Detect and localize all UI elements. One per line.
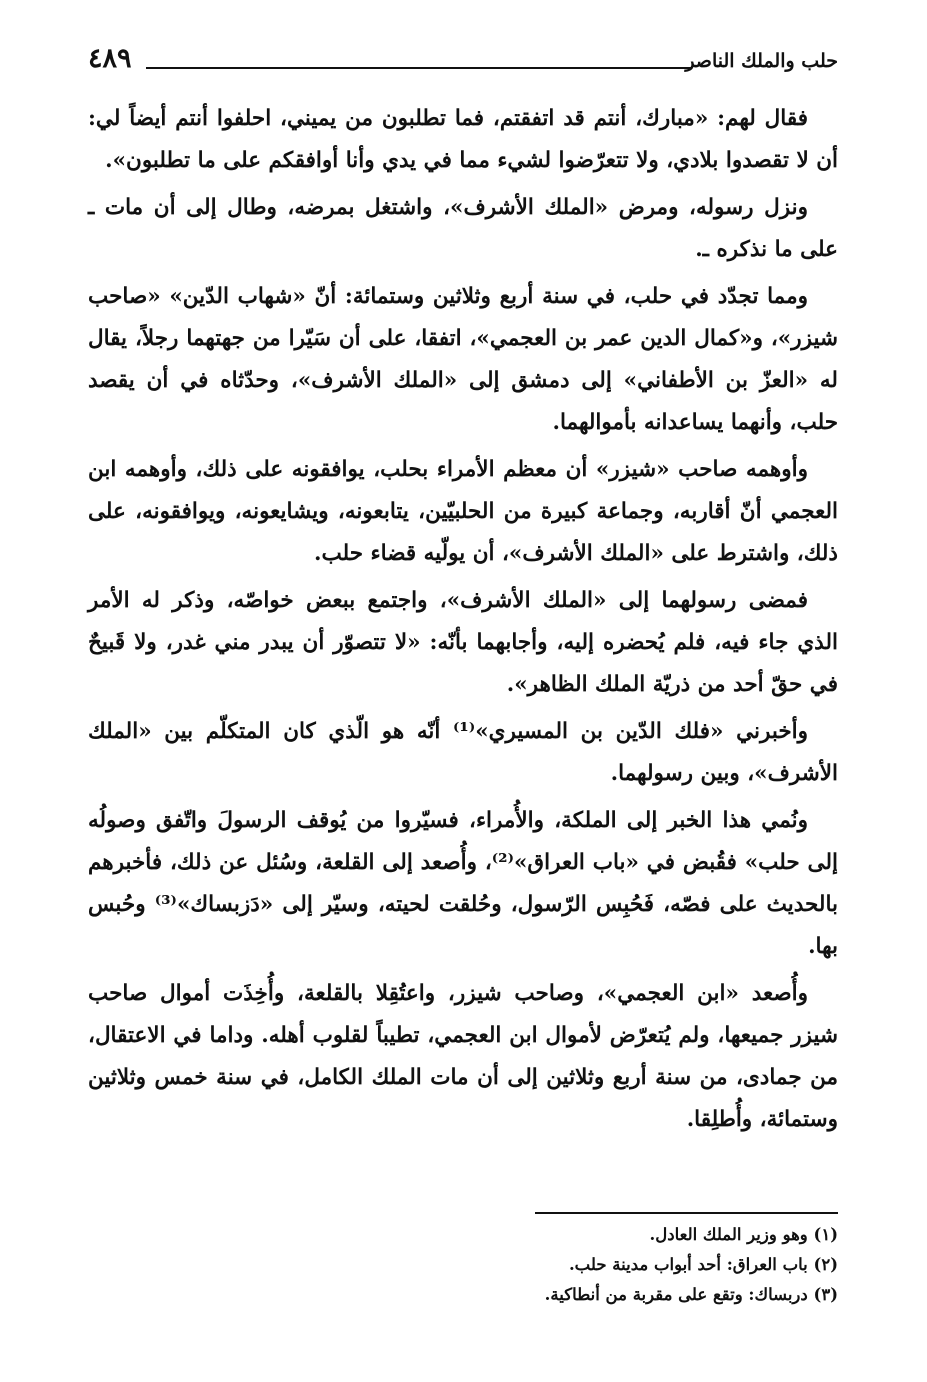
page-header [88, 42, 838, 82]
header-rule [146, 67, 692, 69]
paragraph: ونزل رسوله، ومرض «الملك الأشرف»، واشتغل بمرضه، وطال إلى أن مات ـ على ما نذكره ـ. [88, 195, 838, 262]
paragraph: ونُمي هذا الخبر إلى الملكة، والأُمراء، فسيّروا من يُوقف الرسولَ واتّفق وصولُه إلى حلب» فقُبض في «باب العراق»⁽²⁾، وأُصعد إلى القلعة، وسُئل عن ذلك، فأخبرهم بالحديث على فصّه، فَحُبِس الرّسول، وحُلقت لحيته، وسيّر إلى «دَزبساك»⁽³⁾ وحُبس بها. [88, 808, 838, 959]
body-text [88, 98, 838, 1146]
page-number: ٤٨٩ [88, 43, 132, 74]
paragraph: وأوهمه صاحب «شيزر» أن معظم الأمراء بحلب، يوافقونه على ذلك، وأوهمه ابن العجمي أنّ أقاربه، وجماعة كبيرة من الحلبيّين، يتابعونه، ويشايعونه، ويوافقونه، على ذلك، واشترط على «الملك الأشرف»، أن يولّيه قضاء حلب. [88, 457, 838, 566]
footnotes [88, 1220, 838, 1310]
paragraph: فمضى رسولهما إلى «الملك الأشرف»، واجتمع ببعض خواصّه، وذكر له الأمر الذي جاء فيه، فلم يُحضره إليه، وأجابهما بأنّه: «لا تتصوّر أن يبدر مني غدر، ولا قَبيحٌ في حقّ أحد من ذريّة الملك الظاهر». [88, 588, 838, 697]
paragraph: وأخبرني «فلك الدّين بن المسيري»⁽¹⁾ أنّه هو الّذي كان المتكلّم بين «الملك الأشرف»، وبين رسولهما. [88, 719, 838, 786]
footnote: (٢) باب العراق: أحد أبواب مدينة حلب. [568, 1255, 838, 1274]
paragraph: فقال لهم: «مبارك، أنتم قد اتفقتم، فما تطلبون من يميني، احلفوا أنتم أيضاً لي: أن لا تقصدوا بلادي، ولا تتعرّضوا لشيء مما في يدي وأنا أوافقكم على ما تطلبون». [88, 106, 838, 173]
footnote: (٣) دربساك: وتقع على مقربة من أنطاكية. [544, 1285, 838, 1304]
footnote-rule [535, 1212, 838, 1214]
running-title: حلب والملك الناصر [685, 50, 838, 72]
paragraph: وأُصعد «ابن العجمي»، وصاحب شيزر، واعتُقِلا بالقلعة، وأُخِذَت أموال صاحب شيزر جميعها، ولم يُتعرّض لأموال ابن العجمي، تطيباً لقلوب أهله. وداما في الاعتقال، من جمادى، من سنة أربع وثلاثين إلى أن مات الملك الكامل، في سنة خمس وثلاثين وستمائة، وأُطلِقا. [88, 981, 838, 1132]
footnote: (١) وهو وزير الملك العادل. [649, 1225, 838, 1244]
paragraph: ومما تجدّد في حلب، في سنة أربع وثلاثين وستمائة: أنّ «شهاب الدّين» «صاحب شيزر»، و«كمال الدين عمر بن العجمي»، اتفقا، على أن سَيّرا من جهتهما رجلاً، يقال له «العزّ بن الأطفاني» إلى دمشق إلى «الملك الأشرف»، وحدّثاه في أن يقصد حلب، وأنهما يساعدانه بأموالهما. [88, 284, 838, 435]
